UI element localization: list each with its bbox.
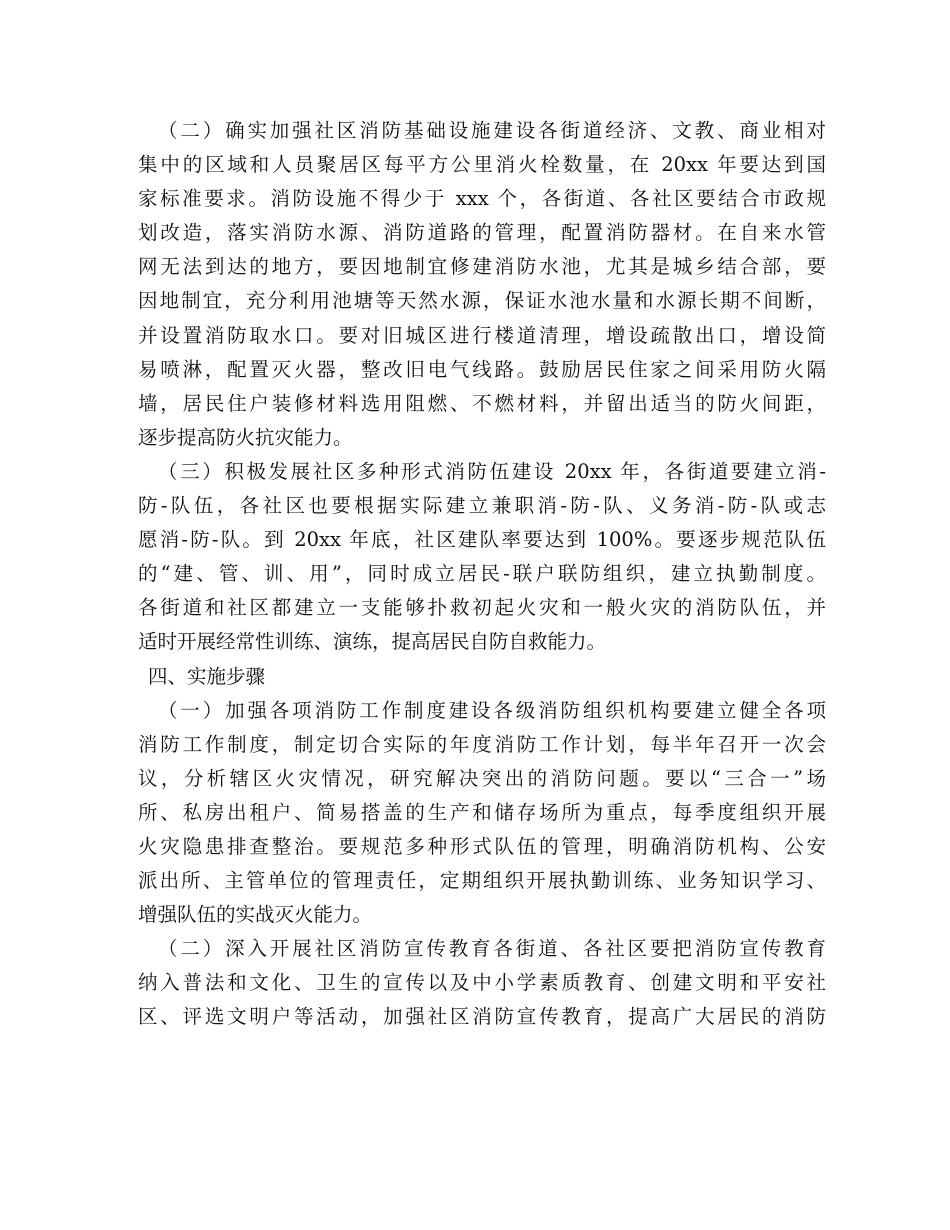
section-heading: 四、实施步骤 bbox=[148, 664, 266, 688]
document-body bbox=[138, 114, 826, 1035]
text-line: 集中的区域和人员聚居区每平方公里消火栓数量，在 20xx 年要达到国 bbox=[138, 153, 826, 177]
text-line: 墙，居民住户装修材料选用阻燃、不燃材料，并留出适当的防火间距， bbox=[138, 391, 826, 415]
text-line: 消防工作制度，制定切合实际的年度消防工作计划，每半年召开一次会 bbox=[138, 732, 826, 756]
text-line: 易喷淋，配置灭火器，整改旧电气线路。鼓励居民住家之间采用防火隔 bbox=[138, 357, 826, 381]
text-line: 家标准要求。消防设施不得少于 xxx 个，各街道、各社区要结合市政规 bbox=[138, 187, 826, 211]
text-line: 并设置消防取水口。要对旧城区进行楼道清理，增设疏散出口，增设简 bbox=[138, 323, 826, 347]
text-line: 防-队伍，各社区也要根据实际建立兼职消-防-队、义务消-防-队或志 bbox=[138, 494, 826, 518]
text-line: （三）积极发展社区多种形式消防伍建设 20xx 年，各街道要建立消- bbox=[158, 459, 826, 483]
text-line: 区、评选文明户等活动，加强社区消防宣传教育，提高广大居民的消防 bbox=[138, 1005, 826, 1029]
text-line: 适时开展经常性训练、演练，提高居民自防自救能力。 bbox=[138, 630, 607, 654]
text-line: 因地制宜，充分利用池塘等天然水源，保证水池水量和水源长期不间断， bbox=[138, 289, 826, 313]
text-line: 纳入普法和文化、卫生的宣传以及中小学素质教育、创建文明和平安社 bbox=[138, 971, 826, 995]
text-line: 派出所、主管单位的管理责任，定期组织开展执勤训练、业务知识学习、 bbox=[138, 869, 826, 893]
text-line: 所、私房出租户、简易搭盖的生产和储存场所为重点，每季度组织开展 bbox=[138, 800, 826, 824]
text-line: 火灾隐患排查整治。要规范多种形式队伍的管理，明确消防机构、公安 bbox=[138, 834, 826, 858]
text-line: 的“建、管、训、用”，同时成立居民-联户联防组织，建立执勤制度。 bbox=[138, 562, 826, 586]
text-line: 议，分析辖区火灾情况，研究解决突出的消防问题。要以“三合一”场 bbox=[138, 766, 826, 790]
text-line: 增强队伍的实战灭火能力。 bbox=[138, 903, 373, 927]
text-line: （二）深入开展社区消防宣传教育各街道、各社区要把消防宣传教育 bbox=[158, 937, 826, 961]
text-line: （二）确实加强社区消防基础设施建设各街道经济、文教、商业相对 bbox=[158, 119, 826, 142]
text-line: （一）加强各项消防工作制度建设各级消防组织机构要建立健全各项 bbox=[158, 698, 826, 722]
text-line: 各街道和社区都建立一支能够扑救初起火灾和一般火灾的消防队伍，并 bbox=[138, 596, 826, 620]
text-line: 网无法到达的地方，要因地制宜修建消防水池，尤其是城乡结合部，要 bbox=[138, 255, 826, 279]
text-line: 愿消-防-队。到 20xx 年底，社区建队率要达到 100%。要逐步规范队伍 bbox=[138, 528, 826, 552]
text-line: 划改造，落实消防水源、消防道路的管理，配置消防器材。在自来水管 bbox=[138, 221, 826, 245]
text-line: 逐步提高防火抗灾能力。 bbox=[138, 425, 353, 449]
